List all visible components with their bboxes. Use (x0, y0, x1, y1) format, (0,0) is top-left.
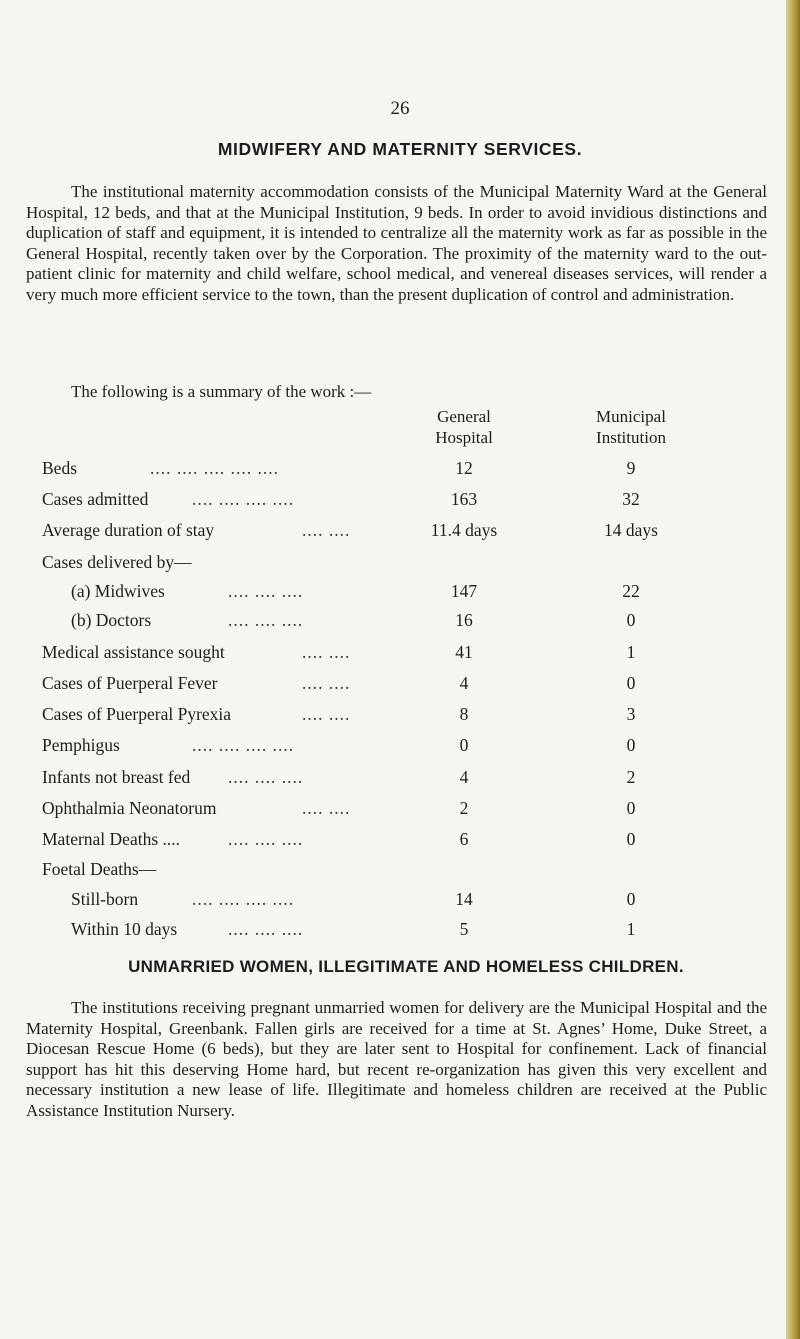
table-row (0, 733, 800, 757)
cell-general-hospital: 8 (459, 704, 469, 724)
cell-general-hospital: 6 (459, 829, 469, 849)
cell-general-hospital: 163 (450, 489, 478, 509)
cell-general-hospital: 14 (455, 889, 473, 909)
table-row (0, 608, 800, 632)
leader-dots: .... .... .... (228, 829, 304, 849)
page-edge-binding (786, 0, 800, 1339)
cell-municipal-institution: 22 (622, 581, 640, 601)
cell-municipal-institution: 0 (626, 610, 636, 630)
table-row (0, 487, 800, 511)
leader-dots: .... .... (302, 520, 351, 540)
row-label: Cases of Puerperal Pyrexia (42, 704, 232, 724)
leader-dots: .... .... (302, 798, 351, 818)
cell-general-hospital: 41 (455, 642, 473, 662)
row-label: Cases admitted (42, 489, 149, 509)
cell-general-hospital: 16 (455, 610, 473, 630)
leader-dots: .... .... .... .... (192, 889, 295, 909)
row-label: Infants not breast fed (42, 767, 191, 787)
cell-municipal-institution: 9 (626, 458, 636, 478)
paragraph-maternity-accommodation: The institutional maternity accommodation consists of the Municipal Maternity Ward at the General Hospital, 12 beds, and that at the Municipal Institution, 9 beds. In order to avoid invidious distinctions and duplication of staff and equipment, it is intended to centralize all the maternity work as far as possible in the General Hospital, recently taken over by the Corporation. The proximity of the maternity ward to the out-patient clinic for maternity and child welfare, school medical, and venereal diseases services, will render a very much more efficient service to the town, than the present duplication of control and administration. (26, 182, 767, 304)
row-label: Cases of Puerperal Fever (42, 673, 218, 693)
table-row (0, 887, 800, 911)
leader-dots: .... .... .... .... .... (150, 458, 279, 478)
cell-municipal-institution: 1 (626, 919, 636, 939)
leader-dots: .... .... .... (228, 610, 304, 630)
leader-dots: .... .... .... .... (192, 489, 295, 509)
cell-municipal-institution: 2 (626, 767, 636, 787)
table-row (0, 456, 800, 480)
cell-municipal-institution: 1 (626, 642, 636, 662)
column-header-line: Municipal (596, 407, 666, 426)
row-label: (a) Midwives (71, 581, 165, 601)
cell-general-hospital: 4 (459, 673, 469, 693)
column-header-line: General (437, 407, 491, 426)
table-row (0, 917, 800, 941)
table-row (0, 857, 800, 881)
leader-dots: .... .... .... .... (192, 735, 295, 755)
cell-general-hospital: 5 (459, 919, 469, 939)
cell-general-hospital: 2 (459, 798, 469, 818)
cell-municipal-institution: 0 (626, 673, 636, 693)
row-label: Still-born (71, 889, 139, 909)
cell-general-hospital: 4 (459, 767, 469, 787)
cell-municipal-institution: 0 (626, 798, 636, 818)
row-label: Cases delivered by— (42, 552, 192, 572)
page-number: 26 (390, 98, 410, 119)
cell-general-hospital: 147 (450, 581, 478, 601)
table-row (0, 765, 800, 789)
cell-general-hospital: 12 (455, 458, 473, 478)
leader-dots: .... .... (302, 704, 351, 724)
table-row (0, 827, 800, 851)
paragraph-unmarried-women: The institutions receiving pregnant unmarried women for delivery are the Municipal Hospital and the Maternity Hospital, Greenbank. Fallen girls are received for a time at St. Agnes’ Home, Duke Street, a Diocesan Rescue Home (6 beds), but they are later sent to Hospital for confinement. Lack of financial support has hit this deserving Home hard, but recent re-organization has given this very excellent and necessary institution a new lease of life. Illegitimate and homeless children are received at the Public Assistance Institution Nursery. (26, 998, 767, 1120)
leader-dots: .... .... .... (228, 767, 304, 787)
cell-municipal-institution: 0 (626, 889, 636, 909)
column-header-line: Hospital (435, 428, 493, 447)
table-row (0, 796, 800, 820)
table-row (0, 550, 800, 574)
row-label: Pemphigus (42, 735, 120, 755)
column-header-line: Institution (596, 428, 666, 447)
row-label: Average duration of stay (42, 520, 215, 540)
table-row (0, 640, 800, 664)
table-row (0, 671, 800, 695)
row-label: Ophthalmia Neonatorum (42, 798, 217, 818)
row-label: (b) Doctors (71, 610, 152, 630)
column-header-municipal-institution (571, 406, 691, 448)
leader-dots: .... .... .... (228, 919, 304, 939)
cell-general-hospital: 0 (459, 735, 469, 755)
cell-municipal-institution: 0 (626, 829, 636, 849)
table-row (0, 579, 800, 603)
section-heading-unmarried-women: UNMARRIED WOMEN, ILLEGITIMATE AND HOMELESS CHILDREN. (128, 957, 684, 976)
leader-dots: .... .... (302, 673, 351, 693)
row-label: Medical assistance sought (42, 642, 225, 662)
section-heading-midwifery: MIDWIFERY AND MATERNITY SERVICES. (217, 139, 583, 159)
table-row (0, 702, 800, 726)
leader-dots: .... .... (302, 642, 351, 662)
row-label: Beds (42, 458, 77, 478)
cell-municipal-institution: 32 (622, 489, 640, 509)
cell-general-hospital: 11.4 days (430, 520, 498, 540)
cell-municipal-institution: 3 (626, 704, 636, 724)
table-row (0, 518, 800, 542)
leader-dots: .... .... .... (228, 581, 304, 601)
row-label: Maternal Deaths .... (42, 829, 181, 849)
row-label: Foetal Deaths— (42, 859, 157, 879)
cell-municipal-institution: 14 days (604, 520, 658, 540)
row-label: Within 10 days (71, 919, 178, 939)
cell-municipal-institution: 0 (626, 735, 636, 755)
column-header-general-hospital (404, 406, 524, 448)
table-intro: The following is a summary of the work :— (71, 382, 372, 401)
